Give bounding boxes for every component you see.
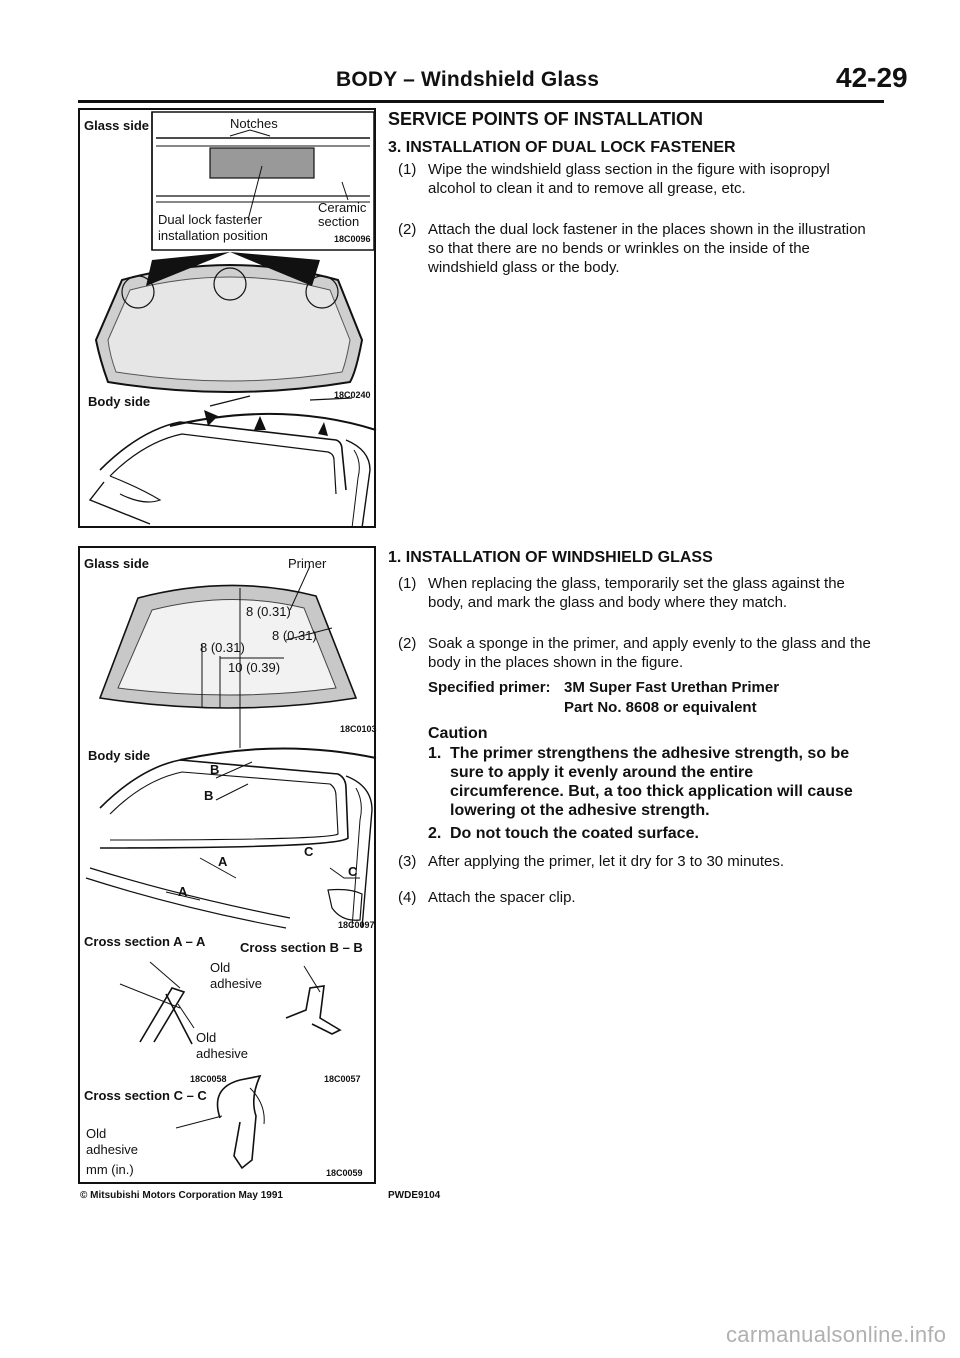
figure-code-cc: 18C0059: [326, 1168, 363, 1178]
section-windshield-installation: [388, 542, 888, 906]
figure-code-bb: 18C0057: [324, 1074, 361, 1084]
figure-code-main: 18C0240: [334, 390, 371, 400]
caution-text: The primer strengthens the adhesive strength, so be sure to apply it evenly around the entire circumference. But, a too thick application will cause lowering ot the adhesive strength.: [450, 745, 853, 819]
old-adhesive-label: Old: [196, 1030, 217, 1045]
figure-code-inset: 18C0096: [334, 234, 371, 244]
step-number: (3): [398, 853, 417, 870]
primer-label: Primer: [288, 556, 327, 571]
caution-text: Do not touch the coated surface.: [450, 825, 699, 842]
figure-code-aa: 18C0058: [190, 1074, 227, 1084]
page-header-title: BODY – Windshield Glass: [336, 68, 600, 91]
section-letter-a: A: [178, 884, 188, 899]
primer-spec-part-number: Part No. 8608 or equivalent: [564, 699, 757, 716]
dimension-bottom: 10 (0.39): [228, 660, 281, 675]
figure-code-top: 18C0103: [340, 724, 377, 734]
step-text: When replacing the glass, temporarily set the glass against the body, and mark the glass and body where they match.: [428, 575, 845, 611]
cross-section-aa-label: Cross section A – A: [84, 934, 206, 949]
step-number: (2): [398, 221, 417, 238]
old-adhesive-label: Old: [210, 960, 231, 975]
figure-code-body: 18C0097: [338, 920, 375, 930]
notches-label: Notches: [230, 116, 278, 131]
step-text: Wipe the windshield glass section in the figure with isopropyl alcohol to clean it and to remove all grease, etc.: [428, 161, 830, 197]
step-text: Soak a sponge in the primer, and apply evenly to the glass and the body in the places shown in the figure.: [428, 635, 871, 671]
section-title: SERVICE POINTS OF INSTALLATION: [388, 109, 704, 129]
section-letter-c: C: [348, 864, 358, 879]
figure-windshield-glass: [78, 546, 376, 1184]
cross-section-bb-label: Cross section B – B: [240, 940, 363, 955]
ceramic-label: Ceramic: [318, 200, 367, 215]
old-adhesive-label: adhesive: [196, 1046, 249, 1061]
section-letter-b: B: [204, 788, 214, 803]
figure-dual-lock-fastener: [78, 108, 376, 528]
dimension-left: 8 (0.31): [200, 640, 245, 655]
section-subtitle: 3. INSTALLATION OF DUAL LOCK FASTENER: [388, 139, 736, 156]
step-text: Attach the spacer clip.: [428, 889, 576, 906]
step-text: Attach the dual lock fastener in the places shown in the illustration so that there are no bends or wrinkles on the inside of the windshield glass or the body.: [428, 221, 866, 276]
cross-section-cc-label: Cross section C – C: [84, 1088, 207, 1103]
step-number: (4): [398, 889, 417, 906]
old-adhesive-label: adhesive: [86, 1142, 139, 1157]
fastener-label: Dual lock fastener: [158, 212, 263, 227]
section-letter-c: C: [304, 844, 314, 859]
caution-number: 1.: [428, 745, 442, 762]
primer-spec-label: Specified primer:: [428, 679, 551, 696]
watermark: carmanualsonline.info: [726, 1322, 947, 1347]
section-dual-lock-fastener: [388, 106, 888, 336]
installation-position-label: installation position: [158, 228, 268, 243]
header-rule: [78, 100, 884, 103]
section-label: section: [318, 214, 360, 229]
section-letter-b: B: [210, 762, 220, 777]
figure-dual-lock-drawing: [80, 110, 378, 530]
body-side-label: Body side: [88, 394, 151, 409]
old-adhesive-label: adhesive: [210, 976, 263, 991]
glass-side-label: Glass side: [84, 118, 150, 133]
page-number: 42-29: [836, 62, 908, 93]
step-text: After applying the primer, let it dry for 3 to 30 minutes.: [428, 853, 785, 870]
primer-spec-value: 3M Super Fast Urethan Primer: [564, 679, 780, 696]
glass-side-label: Glass side: [84, 556, 150, 571]
step-number: (2): [398, 635, 417, 652]
section-letter-a: A: [218, 854, 228, 869]
dimension-top: 8 (0.31): [246, 604, 291, 619]
footer-code: PWDE9104: [388, 1190, 441, 1201]
dimension-right: 8 (0.31): [272, 628, 317, 643]
old-adhesive-label: Old: [86, 1126, 107, 1141]
caution-title: Caution: [428, 725, 488, 742]
section-subtitle: 1. INSTALLATION OF WINDSHIELD GLASS: [388, 549, 713, 566]
step-number: (1): [398, 575, 417, 592]
body-side-label: Body side: [88, 748, 151, 763]
step-number: (1): [398, 161, 417, 178]
footer-copyright: © Mitsubishi Motors Corporation May 1991: [80, 1190, 283, 1201]
unit-label: mm (in.): [86, 1162, 134, 1177]
caution-number: 2.: [428, 825, 442, 842]
